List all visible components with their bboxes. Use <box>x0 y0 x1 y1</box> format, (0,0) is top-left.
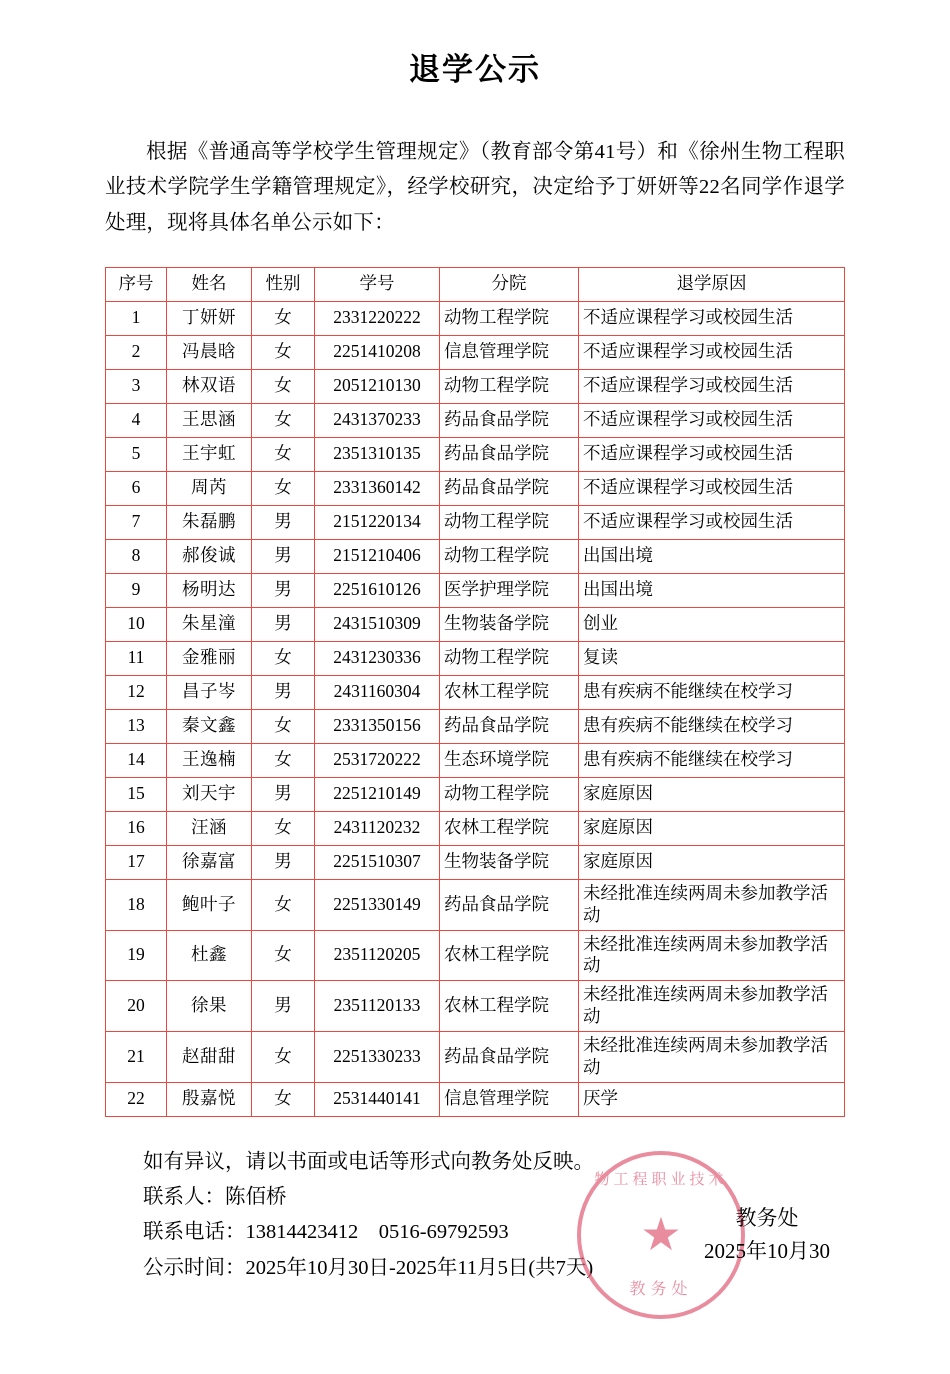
cell-name: 金雅丽 <box>167 641 252 675</box>
contact-phone: 联系电话：13814423412 0516-69792593 <box>143 1221 509 1244</box>
cell-gender: 女 <box>252 301 315 335</box>
table-row <box>106 709 845 743</box>
cell-name: 周芮 <box>167 471 252 505</box>
cell-student-id: 2431160304 <box>315 675 440 709</box>
cell-index: 20 <box>106 981 167 1032</box>
table-row <box>106 811 845 845</box>
cell-index: 10 <box>106 607 167 641</box>
table-row <box>106 301 845 335</box>
table-row <box>106 675 845 709</box>
cell-department: 动物工程学院 <box>440 369 579 403</box>
cell-reason: 不适应课程学习或校园生活 <box>579 369 845 403</box>
cell-reason: 未经批准连续两周未参加教学活动 <box>579 1032 845 1083</box>
cell-student-id: 2151220134 <box>315 505 440 539</box>
cell-index: 12 <box>106 675 167 709</box>
cell-index: 18 <box>106 879 167 930</box>
cell-department: 农林工程学院 <box>440 811 579 845</box>
cell-name: 冯晨晗 <box>167 335 252 369</box>
cell-name: 徐嘉富 <box>167 845 252 879</box>
cell-department: 药品食品学院 <box>440 1032 579 1083</box>
table-row <box>106 539 845 573</box>
cell-department: 药品食品学院 <box>440 471 579 505</box>
cell-index: 6 <box>106 471 167 505</box>
cell-index: 22 <box>106 1082 167 1116</box>
cell-reason: 不适应课程学习或校园生活 <box>579 471 845 505</box>
cell-student-id: 2151210406 <box>315 539 440 573</box>
cell-gender: 男 <box>252 573 315 607</box>
cell-name: 丁妍妍 <box>167 301 252 335</box>
cell-reason: 未经批准连续两周未参加教学活动 <box>579 879 845 930</box>
cell-index: 13 <box>106 709 167 743</box>
cell-gender: 女 <box>252 641 315 675</box>
cell-index: 14 <box>106 743 167 777</box>
table-row <box>106 1082 845 1116</box>
cell-department: 医学护理学院 <box>440 573 579 607</box>
cell-gender: 男 <box>252 505 315 539</box>
table-row <box>106 777 845 811</box>
page-title: 退学公示 <box>409 52 541 87</box>
cell-department: 药品食品学院 <box>440 437 579 471</box>
cell-gender: 男 <box>252 539 315 573</box>
column-header-index: 序号 <box>106 267 167 301</box>
cell-index: 1 <box>106 301 167 335</box>
cell-index: 3 <box>106 369 167 403</box>
cell-department: 药品食品学院 <box>440 709 579 743</box>
table-row <box>106 369 845 403</box>
publication-period: 公示时间：2025年10月30日-2025年11月5日(共7天) <box>143 1256 594 1279</box>
table-row <box>106 743 845 777</box>
cell-gender: 女 <box>252 1082 315 1116</box>
cell-name: 汪涵 <box>167 811 252 845</box>
cell-index: 17 <box>106 845 167 879</box>
cell-name: 昌子岑 <box>167 675 252 709</box>
cell-gender: 男 <box>252 675 315 709</box>
cell-student-id: 2431510309 <box>315 607 440 641</box>
document-page <box>0 44 950 1374</box>
column-header-reason: 退学原因 <box>579 267 845 301</box>
cell-index: 2 <box>106 335 167 369</box>
cell-student-id: 2331360142 <box>315 471 440 505</box>
cell-department: 动物工程学院 <box>440 505 579 539</box>
cell-gender: 男 <box>252 607 315 641</box>
table-header-row <box>106 267 845 301</box>
table-row <box>106 437 845 471</box>
cell-gender: 女 <box>252 930 315 981</box>
cell-gender: 男 <box>252 981 315 1032</box>
cell-index: 15 <box>106 777 167 811</box>
cell-index: 16 <box>106 811 167 845</box>
cell-index: 11 <box>106 641 167 675</box>
cell-student-id: 2251330149 <box>315 879 440 930</box>
cell-name: 殷嘉悦 <box>167 1082 252 1116</box>
table-row <box>106 930 845 981</box>
cell-student-id: 2351120133 <box>315 981 440 1032</box>
table-row <box>106 335 845 369</box>
cell-student-id: 2051210130 <box>315 369 440 403</box>
cell-reason: 家庭原因 <box>579 777 845 811</box>
cell-name: 林双语 <box>167 369 252 403</box>
cell-student-id: 2251510307 <box>315 845 440 879</box>
cell-department: 信息管理学院 <box>440 1082 579 1116</box>
cell-reason: 家庭原因 <box>579 811 845 845</box>
cell-gender: 女 <box>252 369 315 403</box>
cell-name: 郝俊诚 <box>167 539 252 573</box>
cell-name: 杜鑫 <box>167 930 252 981</box>
cell-reason: 家庭原因 <box>579 845 845 879</box>
cell-gender: 女 <box>252 403 315 437</box>
column-header-name: 姓名 <box>167 267 252 301</box>
cell-student-id: 2351310135 <box>315 437 440 471</box>
table-row <box>106 845 845 879</box>
table-row <box>106 1032 845 1083</box>
cell-reason: 不适应课程学习或校园生活 <box>579 301 845 335</box>
cell-name: 徐果 <box>167 981 252 1032</box>
cell-department: 农林工程学院 <box>440 930 579 981</box>
seal-arc-text: 物工程职业技术 <box>594 1172 728 1188</box>
table-row <box>106 641 845 675</box>
cell-student-id: 2431370233 <box>315 403 440 437</box>
cell-student-id: 2251610126 <box>315 573 440 607</box>
cell-student-id: 2331220222 <box>315 301 440 335</box>
cell-reason: 出国出境 <box>579 539 845 573</box>
table-row <box>106 879 845 930</box>
cell-department: 动物工程学院 <box>440 777 579 811</box>
intro-paragraph: 根据《普通高等学校学生管理规定》（教育部令第41号）和《徐州生物工程职业技术学院学生学籍管理规定》，经学校研究，决定给予丁妍妍等22名同学作退学处理，现将具体名单公示如下： <box>105 141 845 234</box>
cell-index: 19 <box>106 930 167 981</box>
cell-student-id: 2251330233 <box>315 1032 440 1083</box>
cell-index: 5 <box>106 437 167 471</box>
table-row <box>106 573 845 607</box>
cell-department: 农林工程学院 <box>440 675 579 709</box>
cell-name: 王宇虹 <box>167 437 252 471</box>
table-row <box>106 505 845 539</box>
cell-name: 鲍叶子 <box>167 879 252 930</box>
cell-department: 动物工程学院 <box>440 641 579 675</box>
cell-gender: 男 <box>252 777 315 811</box>
table-row <box>106 607 845 641</box>
cell-reason: 患有疾病不能继续在校学习 <box>579 709 845 743</box>
cell-name: 朱磊鹏 <box>167 505 252 539</box>
cell-name: 朱星潼 <box>167 607 252 641</box>
cell-index: 21 <box>106 1032 167 1083</box>
cell-name: 赵甜甜 <box>167 1032 252 1083</box>
objection-note: 如有异议，请以书面或电话等形式向教务处反映。 <box>143 1150 594 1173</box>
table-row <box>106 981 845 1032</box>
signature-block <box>704 1202 830 1269</box>
cell-reason: 患有疾病不能继续在校学习 <box>579 675 845 709</box>
cell-department: 药品食品学院 <box>440 879 579 930</box>
cell-name: 刘天宇 <box>167 777 252 811</box>
cell-index: 4 <box>106 403 167 437</box>
cell-reason: 不适应课程学习或校园生活 <box>579 403 845 437</box>
star-icon: ★ <box>640 1209 682 1260</box>
cell-reason: 创业 <box>579 607 845 641</box>
cell-department: 生态环境学院 <box>440 743 579 777</box>
cell-reason: 不适应课程学习或校园生活 <box>579 437 845 471</box>
cell-gender: 男 <box>252 845 315 879</box>
table-row <box>106 403 845 437</box>
cell-reason: 厌学 <box>579 1082 845 1116</box>
cell-reason: 不适应课程学习或校园生活 <box>579 335 845 369</box>
column-header-gender: 性别 <box>252 267 315 301</box>
table-row <box>106 471 845 505</box>
cell-gender: 女 <box>252 1032 315 1083</box>
cell-index: 9 <box>106 573 167 607</box>
cell-name: 秦文鑫 <box>167 709 252 743</box>
cell-gender: 女 <box>252 437 315 471</box>
seal-sub-text: 教务处 <box>629 1281 693 1298</box>
cell-department: 农林工程学院 <box>440 981 579 1032</box>
cell-department: 动物工程学院 <box>440 301 579 335</box>
cell-department: 动物工程学院 <box>440 539 579 573</box>
cell-gender: 女 <box>252 709 315 743</box>
cell-student-id: 2331350156 <box>315 709 440 743</box>
column-header-student-id: 学号 <box>315 267 440 301</box>
cell-gender: 女 <box>252 335 315 369</box>
cell-student-id: 2251210149 <box>315 777 440 811</box>
issuing-office: 教务处 <box>735 1205 799 1230</box>
cell-name: 杨明达 <box>167 573 252 607</box>
withdrawal-roster-table <box>105 267 845 1117</box>
cell-department: 信息管理学院 <box>440 335 579 369</box>
cell-student-id: 2431120232 <box>315 811 440 845</box>
cell-reason: 出国出境 <box>579 573 845 607</box>
cell-student-id: 2531720222 <box>315 743 440 777</box>
cell-reason: 不适应课程学习或校园生活 <box>579 505 845 539</box>
cell-student-id: 2251410208 <box>315 335 440 369</box>
cell-student-id: 2431230336 <box>315 641 440 675</box>
cell-reason: 复读 <box>579 641 845 675</box>
cell-gender: 女 <box>252 879 315 930</box>
cell-name: 王思涵 <box>167 403 252 437</box>
cell-student-id: 2531440141 <box>315 1082 440 1116</box>
cell-index: 8 <box>106 539 167 573</box>
cell-reason: 未经批准连续两周未参加教学活动 <box>579 981 845 1032</box>
cell-department: 生物装备学院 <box>440 607 579 641</box>
contact-person: 联系人：陈佰桥 <box>143 1186 287 1208</box>
cell-name: 王逸楠 <box>167 743 252 777</box>
cell-gender: 女 <box>252 743 315 777</box>
cell-reason: 患有疾病不能继续在校学习 <box>579 743 845 777</box>
cell-student-id: 2351120205 <box>315 930 440 981</box>
cell-gender: 女 <box>252 471 315 505</box>
cell-department: 药品食品学院 <box>440 403 579 437</box>
cell-gender: 女 <box>252 811 315 845</box>
column-header-department: 分院 <box>440 267 579 301</box>
cell-department: 生物装备学院 <box>440 845 579 879</box>
cell-index: 7 <box>106 505 167 539</box>
issue-date: 2025年10月30 <box>704 1239 830 1264</box>
cell-reason: 未经批准连续两周未参加教学活动 <box>579 930 845 981</box>
